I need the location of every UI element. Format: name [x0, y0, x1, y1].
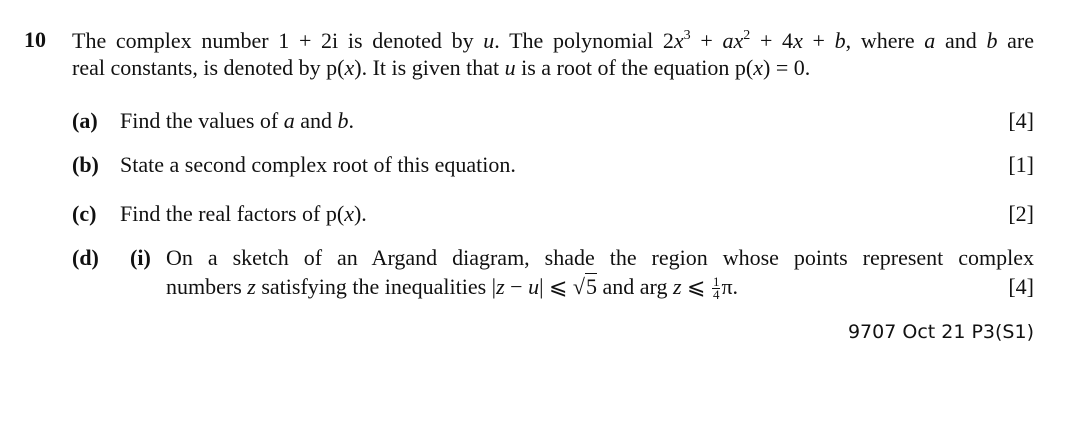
part-b-text: State a second complex root of this equation.	[120, 152, 516, 177]
part-b-marks: [1]	[1008, 152, 1034, 177]
part-a-text: Find the values of a and b.	[120, 108, 355, 133]
part-d-marks: [4]	[1008, 274, 1034, 299]
part-c-label: (c)	[72, 201, 97, 226]
part-c-marks: [2]	[1008, 201, 1034, 226]
part-a-label: (a)	[72, 108, 98, 133]
part-a-marks: [4]	[1008, 108, 1034, 133]
part-b-label: (b)	[72, 152, 99, 177]
part-d-i-line-1: On a sketch of an Argand diagram, shade the region whose points represent complex	[166, 245, 1034, 270]
part-d-label: (d)	[72, 245, 99, 270]
question-number: 10	[24, 27, 46, 52]
quarter-fraction: $\frac{1}{4}$	[712, 274, 720, 303]
stem-line-2: real constants, is denoted by p(x). It is given that u is a root of the equation p(x) = 0.	[72, 55, 811, 80]
part-d-i-label: (i)	[130, 245, 151, 270]
stem-line-1: The complex number 1 + 2i is denoted by u. The polynomial $2x^3 + ax^2 + 4x + b$, where a and b are	[72, 28, 1035, 53]
part-d-i-line-2: numbers z satisfying the inequalities |z − u| ⩽ √5 and arg z ⩽ $\frac{1}{4}$ π.	[166, 274, 739, 303]
part-c-text: Find the real factors of p(x).	[120, 201, 367, 226]
paper-reference: 9707 Oct 21 P3(S1)	[847, 321, 1034, 343]
